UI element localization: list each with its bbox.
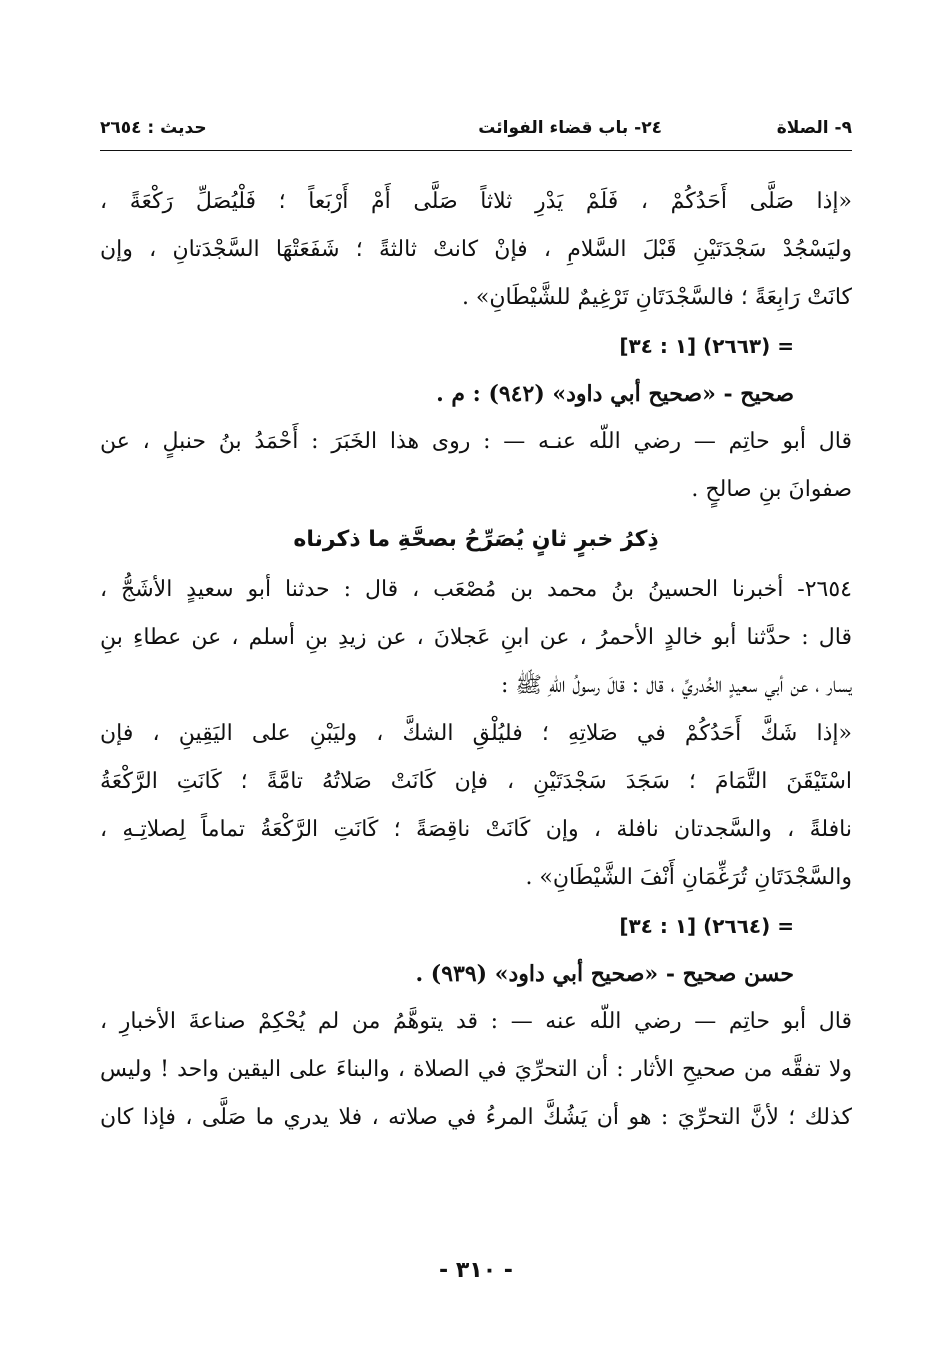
hadith-grade: صحيح - «صحيح أبي داود» (٩٤٢) : م . (436, 381, 794, 407)
running-header (100, 114, 852, 146)
matn-line: نافلةً ، والسَّجدتان نافلة ، وإن كَانَتْ ناقِصَةً ؛ كَانَتِ الرَّكْعَةُ تماماً لِصلاتِـهِ ، (100, 817, 852, 842)
isnad-line: يسار ، عن أبي سعيدٍ الخُدريِّ ، قال : قالَ رسولُ اللّهِ ﷺ : (500, 673, 852, 698)
matn-line: اسْتَيْقَنَ التَّمَامَ ؛ سَجَدَ سَجْدَتَيْنِ ، فإن كَانَتْ صَلاتُهُ تامَّةً ؛ كَانَتِ الرَّكْعَةُ (100, 769, 852, 794)
text-line: وليَسْجُدْ سَجْدَتَيْنِ قَبْلَ السَّلامِ ، فإنْ كانتْ ثالثةً ؛ شَفَعَتْهَا السَّجْدَتانِ ، وإن (100, 237, 852, 262)
closing-line: ولا تفقَّه من صحيحِ الأثار : أن التحرِّيَ في الصلاة ، والبناءَ على اليقين واحد ! وليس (100, 1057, 852, 1082)
matn-line: «إذا شَكَّ أَحَدُكُمْ في صَلاتِهِ ؛ فليُلْقِ الشكَّ ، وليَبْنِ على اليَقِينِ ، فإن (100, 721, 852, 746)
closing-line: قال أبو حاتِم — رضي اللّه عنه — : قد يتوهَّمُ من لم يُحْكِمْ صناعةَ الأخبارِ ، (100, 1009, 852, 1034)
hadith-number-label: حديث : ٢٦٥٤ (100, 118, 207, 138)
header-divider (100, 150, 852, 151)
hadith-reference: = (٢٦٦٣) [١ : ٣٤] (619, 334, 794, 358)
bab-title: ٢٤- باب قضاء الفوائت (478, 118, 662, 138)
matn-line: والسَّجْدَتَانِ تُرَغِّمَانِ أَنْفَ الشَّيْطَانِ» . (525, 865, 852, 890)
isnad-line: ٢٦٥٤- أخبرنا الحسينُ بنُ محمد بن مُصْعَب ، قال : حدثنا أبو سعيدٍ الأشَجُّ ، (100, 577, 852, 602)
hadith-grade: حسن صحيح - «صحيح أبي داود» (٩٣٩) . (415, 961, 794, 987)
closing-line: كذلك ؛ لأنَّ التحرِّيَ : هو أن يَشُكَّ المرءُ في صلاته ، فلا يدري ما صَلَّى ، فإذا كان (100, 1105, 852, 1130)
text-line: «إذا صَلَّى أَحَدُكُمْ ، فَلَمْ يَدْرِ ثلاثاً صَلَّى أَمْ أَرْبَعاً ؛ فَلْيُصَلِّ رَكْعَةً ، (100, 189, 852, 214)
page-number: - ٣١٠ - (439, 1258, 513, 1283)
isnad-line: قال : حدَّثنا أبو خالدٍ الأحمرُ ، عن ابنِ عَجلانَ ، عن زيدِ بنِ أسلم ، عن عطاءِ بنِ (100, 625, 852, 650)
section-heading: ذِكرُ خبرٍ ثانٍ يُصَرِّحُ بصحَّةِ ما ذكرناه (293, 527, 659, 552)
main-text (100, 178, 852, 1142)
comment-line: صفوانَ بنِ صالحٍ . (691, 477, 852, 502)
text-line: كانَتْ رَابِعَةً ؛ فالسَّجْدَتَانِ تَرْغِيمٌ للشَّيْطَانِ» . (461, 285, 852, 310)
chapter-title: ٩- الصلاة (776, 118, 852, 138)
comment-line: قال أبو حاتِم — رضي اللّه عنـه — : روى هذا الخَبَرَ : أَحْمَدُ بنُ حنبلٍ ، عن (100, 429, 852, 454)
hadith-reference: = (٢٦٦٤) [١ : ٣٤] (619, 914, 794, 938)
